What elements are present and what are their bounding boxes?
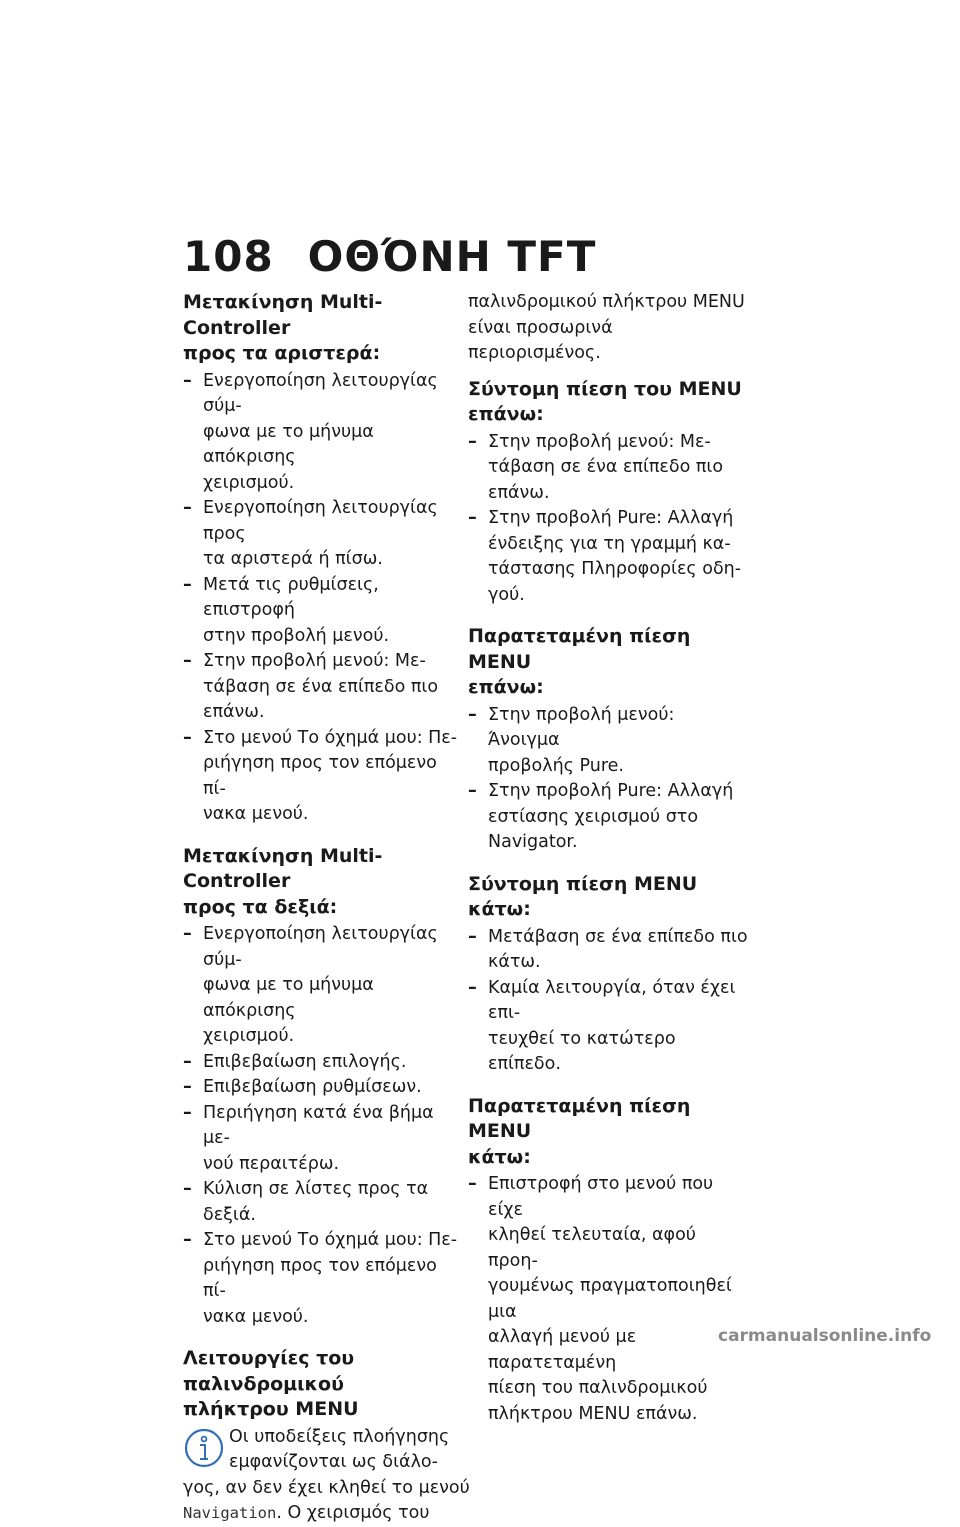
list-item: – Περιήγηση κατά ένα βήμα με- νού περαιτέρω. [183, 1101, 465, 1178]
note-line: Οι υποδείξεις πλοήγησης [229, 1426, 450, 1447]
note-line: γος, αν δεν έχει κληθεί το μενού [183, 1477, 470, 1498]
list-item: – Επιβεβαίωση ρυθμίσεων. [183, 1075, 465, 1101]
bullet-list [183, 922, 465, 1330]
left-column [183, 290, 470, 1527]
list-item: – Στην προβολή μενού: Με- τάβαση σε ένα επίπεδο πιο επάνω. [468, 430, 750, 507]
note-text: . Ο χειρισμός του [276, 1503, 430, 1523]
list-item: – Στην προβολή Pure: Αλλαγή εστίασης χειρισμού στο Navigator. [468, 779, 750, 856]
list-item: – Επιστροφή στο μενού που είχε κληθεί τελευταία, αφού προη- γουμένως πραγματοποιηθεί μια αλλαγή μενού με παρατεταμένη πίεση του παλινδρομικού πλήκτρου MENU επάνω. [468, 1172, 750, 1427]
right-column [468, 290, 750, 1427]
section-heading: Μετακίνηση Multi-Controller προς τα αριστερά: [183, 291, 383, 364]
page-number: 108 [183, 232, 274, 281]
menu-name-code: Navigation [183, 1504, 277, 1522]
bullet-list [468, 430, 750, 609]
page-header [183, 232, 597, 281]
intro-paragraph: παλινδρομικού πλήκτρου MENU είναι προσωρινά περιορισμένος. [468, 292, 745, 363]
section-right-4 [468, 1094, 750, 1428]
list-item: – Ενεργοποίηση λειτουργίας προς τα αριστερά ή πίσω. [183, 496, 465, 573]
list-item: – Επιβεβαίωση επιλογής. [183, 1050, 465, 1076]
note-line: εμφανίζονται ως διάλο- [229, 1452, 438, 1472]
section-left-2 [183, 844, 465, 1331]
section-right-2 [468, 624, 750, 856]
bullet-list [183, 369, 465, 828]
bullet-list [468, 703, 750, 856]
list-item: – Στο μενού Το όχημά μου: Πε- ριήγηση προς τον επόμενο πί- νακα μενού. [183, 1228, 465, 1330]
list-item: – Στην προβολή Pure: Αλλαγή ένδειξης για τη γραμμή κα- τάστασης Πληροφορίες οδη- γού. [468, 506, 750, 608]
section-heading: Σύντομη πίεση MENU κάτω: [468, 872, 698, 920]
section-left-3 [183, 1346, 470, 1527]
section-heading: Παρατεταμένη πίεση MENU κάτω: [468, 1094, 691, 1168]
note-line [183, 1501, 465, 1527]
list-item: – Ενεργοποίηση λειτουργίας σύμ- φωνα με το μήνυμα απόκρισης χειρισμού. [183, 922, 465, 1050]
list-item: – Στο μενού Το όχημά μου: Πε- ριήγηση προς τον επόμενο πί- νακα μενού. [183, 726, 465, 828]
list-item: – Καμία λειτουργία, όταν έχει επι- τευχθεί το κατώτερο επίπεδο. [468, 976, 750, 1078]
bullet-list [468, 925, 750, 1078]
list-item: – Στην προβολή μενού: Άνοιγμα προβολής Pure. [468, 703, 750, 780]
list-item: – Κύλιση σε λίστες προς τα δεξιά. [183, 1177, 465, 1228]
section-heading: Μετακίνηση Multi-Controller προς τα δεξιά: [183, 844, 383, 918]
info-icon [183, 1427, 225, 1469]
section-heading: Παρατεταμένη πίεση MENU επάνω: [468, 625, 691, 698]
watermark: carmanualsonline.info [718, 1326, 932, 1346]
list-item: – Στην προβολή μενού: Με- τάβαση σε ένα επίπεδο πιο επάνω. [183, 649, 465, 726]
bullet-list [468, 1172, 750, 1427]
section-left-1 [183, 290, 465, 828]
list-item: – Ενεργοποίηση λειτουργίας σύμ- φωνα με το μήνυμα απόκρισης χειρισμού. [183, 369, 465, 497]
list-item: – Μετάβαση σε ένα επίπεδο πιο κάτω. [468, 925, 750, 976]
section-title: ΟΘΌΝΗ TFT [307, 232, 597, 281]
section-heading: Λειτουργίες του παλινδρομικού πλήκτρου MENU [183, 1347, 359, 1420]
section-right-1 [468, 377, 750, 609]
section-heading: Σύντομη πίεση του MENU επάνω: [468, 377, 742, 425]
list-item: – Μετά τις ρυθμίσεις, επιστροφή στην προβολή μενού. [183, 573, 465, 650]
section-right-3 [468, 872, 750, 1078]
note-box [183, 1425, 470, 1527]
